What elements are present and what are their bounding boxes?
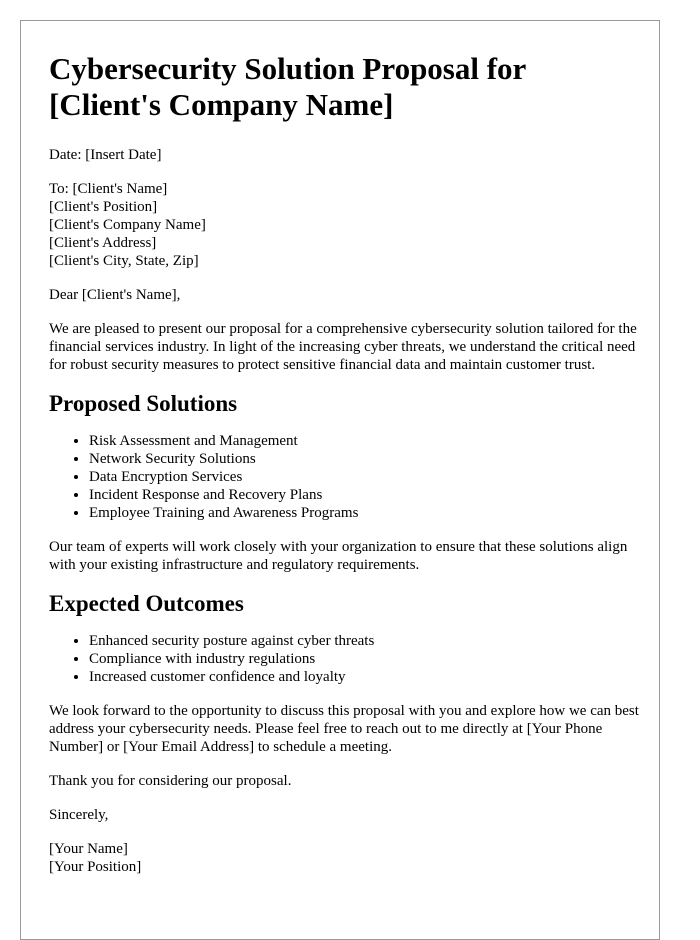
letter-content bbox=[49, 51, 639, 876]
salutation: Dear [Client's Name], bbox=[49, 287, 181, 303]
recipient-position: [Client's Position] bbox=[49, 199, 158, 215]
solutions-heading: Proposed Solutions bbox=[49, 391, 238, 416]
solutions-followup-paragraph: Our team of experts will work closely with your organization to ensure that these solutions align with your existing infrastructure and regulatory requirements. bbox=[49, 539, 628, 573]
outcomes-heading: Expected Outcomes bbox=[49, 591, 244, 616]
date-line: Date: [Insert Date] bbox=[49, 147, 162, 163]
list-item: • Data Encryption Services bbox=[89, 468, 639, 486]
closing-paragraph: We look forward to the opportunity to discuss this proposal with you and explore how we can best address your cybersecurity needs. Please feel free to reach out to me directly at [Your Phone Number] or [Your Email Address] to schedule a meeting. bbox=[49, 703, 639, 755]
list-item: • Network Security Solutions bbox=[89, 450, 639, 468]
list-item: • Risk Assessment and Management bbox=[89, 432, 639, 450]
document-title: Cybersecurity Solution Proposal for [Client's Company Name] bbox=[49, 51, 526, 122]
signoff: Sincerely, bbox=[49, 807, 109, 823]
solutions-list bbox=[49, 432, 639, 522]
outcomes-list bbox=[49, 632, 639, 686]
sender-position: [Your Position] bbox=[49, 859, 142, 875]
sender-name: [Your Name] bbox=[49, 841, 128, 857]
list-item: • Employee Training and Awareness Programs bbox=[89, 504, 639, 522]
recipient-address-block bbox=[49, 180, 639, 270]
list-item: • Incident Response and Recovery Plans bbox=[89, 486, 639, 504]
list-item: • Compliance with industry regulations bbox=[89, 650, 639, 668]
recipient-company: [Client's Company Name] bbox=[49, 217, 206, 233]
list-item: • Increased customer confidence and loyalty bbox=[89, 668, 639, 686]
thanks-line: Thank you for considering our proposal. bbox=[49, 773, 292, 789]
list-item: • Enhanced security posture against cyber threats bbox=[89, 632, 639, 650]
recipient-city-state-zip: [Client's City, State, Zip] bbox=[49, 253, 199, 269]
recipient-address: [Client's Address] bbox=[49, 235, 157, 251]
signature-block bbox=[49, 840, 639, 876]
recipient-name: To: [Client's Name] bbox=[49, 181, 168, 197]
letter-page bbox=[20, 20, 660, 940]
intro-paragraph: We are pleased to present our proposal for a comprehensive cybersecurity solution tailored for the financial services industry. In light of the increasing cyber threats, we understand the critical need for robust security measures to protect sensitive financial data and maintain customer trust. bbox=[49, 321, 637, 373]
